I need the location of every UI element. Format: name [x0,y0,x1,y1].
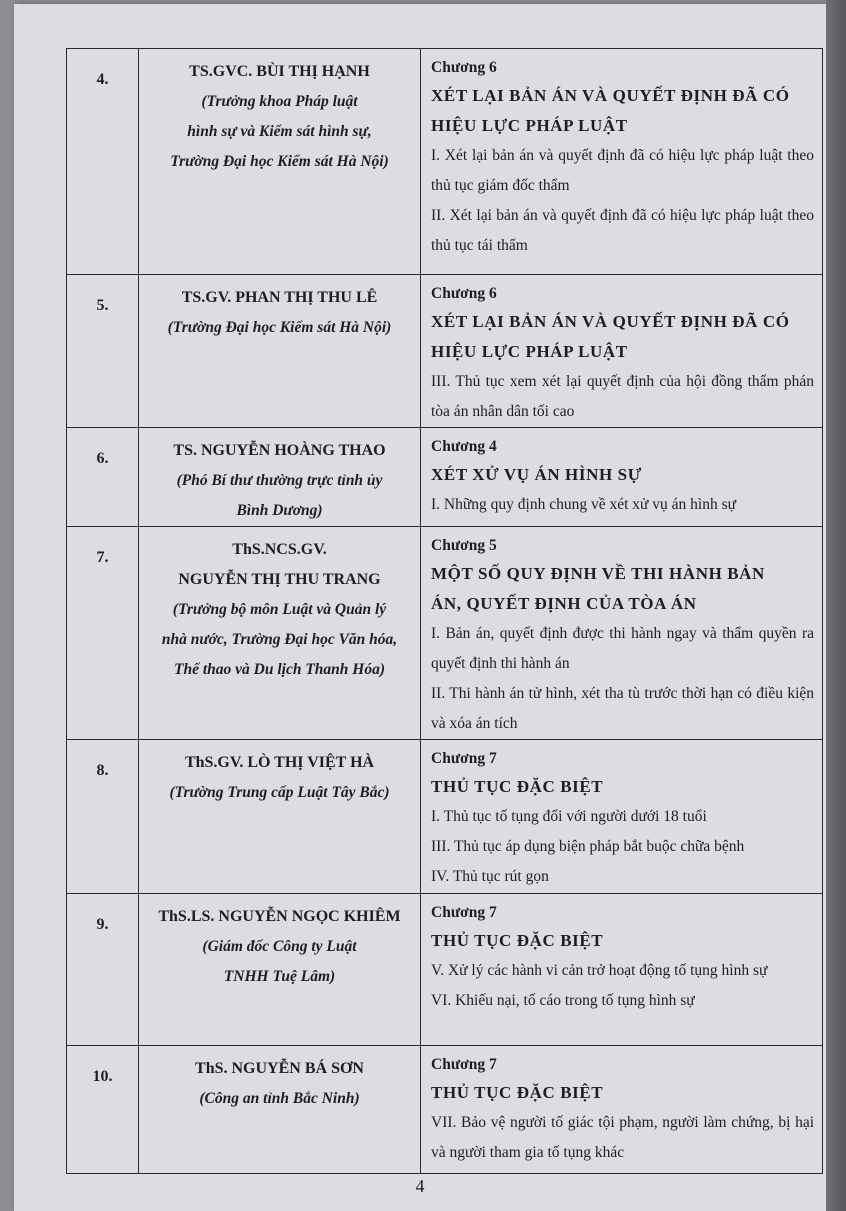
table-row [67,740,823,894]
table-row [67,1046,823,1174]
author-affiliation: (Trưởng bộ môn Luật và Quản lý [172,601,387,618]
chapter-section-item: I. Bản án, quyết định được thi hành ngay và thẩm quyền ra quyết định thi hành án [431,625,814,672]
chapter-label: Chương 7 [431,750,497,767]
chapter-cell [421,527,823,740]
table-row [67,428,823,527]
chapter-title: MỘT SỐ QUY ĐỊNH VỀ THI HÀNH BẢN [431,564,765,583]
chapter-section-item: I. Xét lại bản án và quyết định đã có hiệu lực pháp luật theo thủ tục giám đốc thẩm [431,147,814,194]
author-affiliation: (Giám đốc Công ty Luật [202,938,357,955]
chapter-label: Chương 7 [431,904,497,921]
table-row [67,49,823,275]
chapter-section-item: I. Những quy định chung về xét xử vụ án hình sự [431,496,737,513]
chapter-cell [421,428,823,527]
chapter-title: XÉT LẠI BẢN ÁN VÀ QUYẾT ĐỊNH ĐÃ CÓ [431,312,790,331]
row-number: 7. [67,527,139,740]
chapter-cell [421,49,823,275]
chapter-title: THỦ TỤC ĐẶC BIỆT [431,931,604,950]
table-row [67,275,823,428]
chapter-section-item: III. Thủ tục áp dụng biện pháp bắt buộc chữa bệnh [431,838,745,855]
chapter-section-item: III. Thủ tục xem xét lại quyết định của hội đồng thẩm phán tòa án nhân dân tối cao [431,373,814,420]
author-affiliation: (Phó Bí thư thường trực tỉnh ủy [176,472,383,489]
chapter-title: XÉT LẠI BẢN ÁN VÀ QUYẾT ĐỊNH ĐÃ CÓ [431,86,790,105]
chapter-section-item: II. Xét lại bản án và quyết định đã có hiệu lực pháp luật theo thủ tục tái thẩm [431,207,814,254]
authors-table [66,48,823,1174]
row-number: 8. [67,740,139,894]
author-cell [139,1046,421,1174]
author-cell [139,740,421,894]
row-number: 5. [67,275,139,428]
chapter-title: HIỆU LỰC PHÁP LUẬT [431,116,628,135]
author-affiliation: (Trường Đại học Kiểm sát Hà Nội) [167,319,392,336]
chapter-cell [421,894,823,1046]
chapter-title: THỦ TỤC ĐẶC BIỆT [431,777,604,796]
author-name: ThS.GV. LÒ THỊ VIỆT HÀ [184,754,375,771]
author-affiliation: TNHH Tuệ Lâm) [223,968,336,985]
chapter-title: THỦ TỤC ĐẶC BIỆT [431,1083,604,1102]
chapter-section-item: IV. Thủ tục rút gọn [431,868,549,885]
author-name: NGUYỄN THỊ THU TRANG [178,571,381,588]
author-name: TS.GVC. BÙI THỊ HẠNH [189,63,370,80]
chapter-section-item: II. Thi hành án tử hình, xét tha tù trước thời hạn có điều kiện và xóa án tích [431,685,814,732]
author-affiliation: (Trưởng khoa Pháp luật [201,93,358,110]
chapter-section-item: VII. Bảo vệ người tố giác tội phạm, người làm chứng, bị hại và người tham gia tố tụng khác [431,1114,814,1161]
row-number: 6. [67,428,139,527]
author-affiliation: Bình Dương) [236,502,323,519]
row-number: 10. [67,1046,139,1174]
authors-table-body [67,49,823,1174]
chapter-cell [421,275,823,428]
author-name: ThS. NGUYỄN BÁ SƠN [195,1060,364,1077]
chapter-section-item: VI. Khiếu nại, tố cáo trong tố tụng hình sự [431,992,695,1009]
author-cell [139,428,421,527]
chapter-label: Chương 5 [431,537,497,554]
chapter-cell [421,1046,823,1174]
chapter-cell [421,740,823,894]
author-name: ThS.LS. NGUYỄN NGỌC KHIÊM [158,908,401,925]
page-number: 4 [415,1176,425,1196]
author-affiliation: Thể thao và Du lịch Thanh Hóa) [174,661,385,678]
chapter-section-item: V. Xử lý các hành vi cản trở hoạt động tố tụng hình sự [431,962,768,979]
page-edge-shadow [826,0,846,1211]
chapter-label: Chương 6 [431,285,497,302]
document-page [14,4,826,1211]
author-affiliation: Trường Đại học Kiểm sát Hà Nội) [170,153,389,170]
author-affiliation: (Trường Trung cấp Luật Tây Bắc) [169,784,390,801]
author-affiliation: hình sự và Kiểm sát hình sự, [187,123,372,140]
author-affiliation: nhà nước, Trường Đại học Văn hóa, [161,631,398,648]
author-name: ThS.NCS.GV. [232,541,327,558]
table-row [67,527,823,740]
chapter-label: Chương 6 [431,59,497,76]
chapter-title: XÉT XỬ VỤ ÁN HÌNH SỰ [431,465,642,484]
chapter-title: HIỆU LỰC PHÁP LUẬT [431,342,628,361]
author-cell [139,894,421,1046]
chapter-label: Chương 4 [431,438,497,455]
row-number: 9. [67,894,139,1046]
author-affiliation: (Công an tỉnh Bắc Ninh) [199,1090,360,1107]
chapter-title: ÁN, QUYẾT ĐỊNH CỦA TÒA ÁN [431,594,697,613]
author-name: TS.GV. PHAN THỊ THU LÊ [181,289,378,306]
author-cell [139,275,421,428]
author-cell [139,527,421,740]
table-row [67,894,823,1046]
author-cell [139,49,421,275]
chapter-label: Chương 7 [431,1056,497,1073]
chapter-section-item: I. Thủ tục tố tụng đối với người dưới 18 tuổi [431,808,707,825]
author-name: TS. NGUYỄN HOÀNG THAO [173,442,386,459]
row-number: 4. [67,49,139,275]
